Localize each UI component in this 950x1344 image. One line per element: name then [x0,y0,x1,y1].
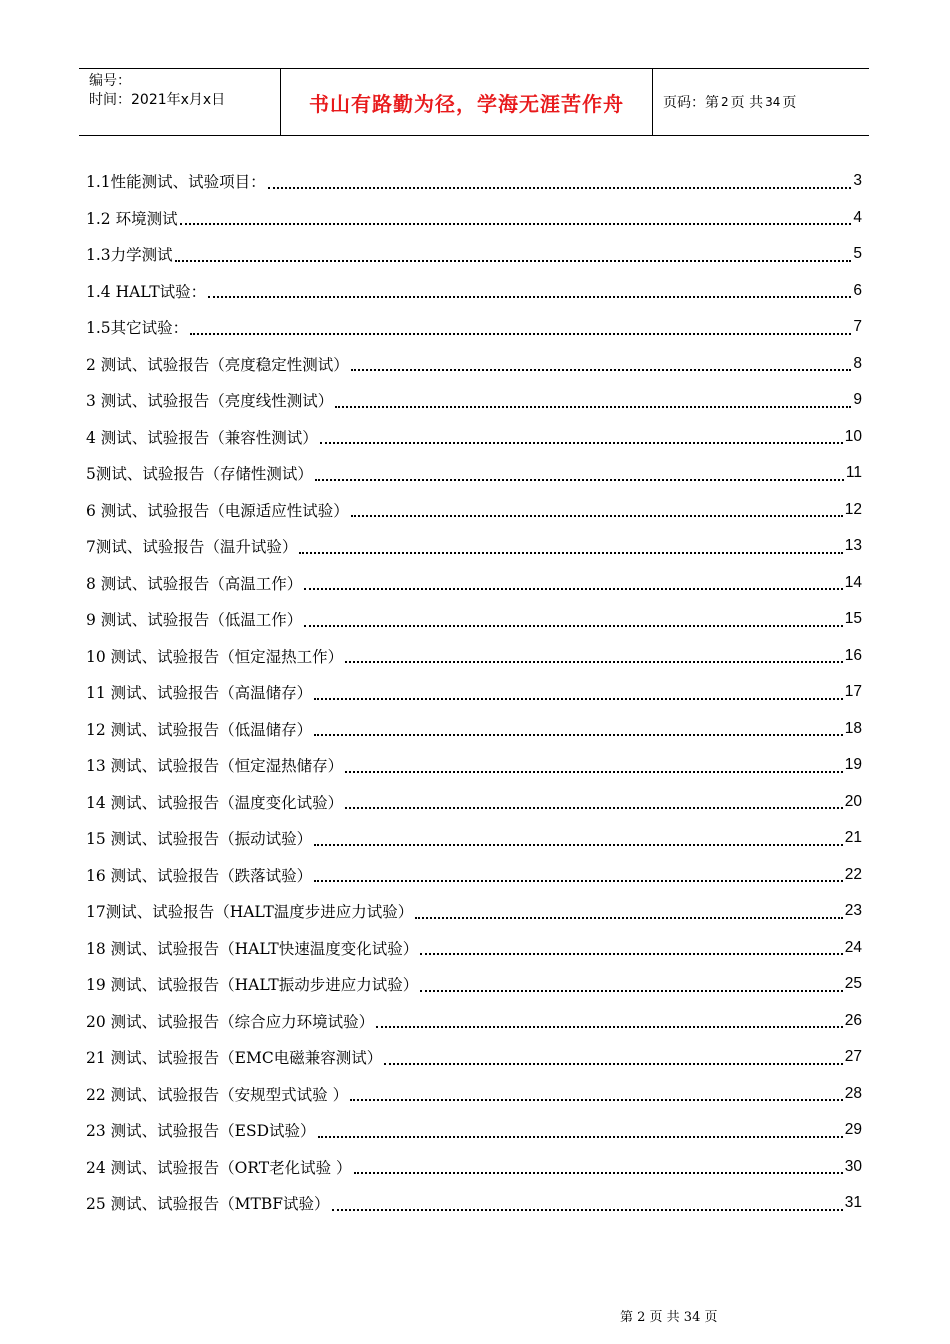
toc-entry-page: 7 [853,318,862,336]
toc-entry-label: 21 测试、试验报告（EMC电磁兼容测试） [86,1049,383,1068]
toc-entry-label: 14 测试、试验报告（温度变化试验） [86,793,344,812]
toc-entry-label: 3 测试、试验报告（亮度线性测试） [86,392,334,411]
toc-leader-dots [415,916,842,919]
toc-entry-page: 17 [844,683,862,701]
toc-entry-label: 9 测试、试验报告（低温工作） [86,611,303,630]
toc-entry[interactable] [86,1039,862,1076]
page-footer: 第 2 页 共 34 页 [620,1310,718,1325]
toc-entry[interactable] [86,236,862,273]
toc-entry-label: 19 测试、试验报告（HALT振动步进应力试验） [86,976,419,995]
toc-leader-dots [384,1062,843,1065]
toc-entry-label: 2 测试、试验报告（亮度稳定性测试） [86,355,349,374]
toc-entry-page: 26 [844,1011,862,1029]
toc-entry-label: 6 测试、试验报告（电源适应性试验） [86,501,349,520]
toc-entry-page: 22 [844,865,862,883]
toc-entry[interactable] [86,1003,862,1040]
page-total: 34 [765,95,781,109]
toc-leader-dots [318,1135,843,1138]
toc-entry[interactable] [86,492,862,529]
page-label-suffix: 页 [782,95,797,111]
toc-entry-page: 31 [844,1194,862,1212]
toc-leader-dots [314,733,843,736]
document-time: 时间：2021年x月x日 [89,92,226,108]
toc-leader-dots [335,405,851,408]
toc-leader-dots [304,624,842,627]
toc-entry[interactable] [86,674,862,711]
toc-entry-page: 29 [844,1121,862,1139]
toc-leader-dots [354,1171,843,1174]
toc-entry-page: 6 [853,281,862,299]
toc-entry-page: 9 [853,391,862,409]
toc-entry-page: 24 [844,938,862,956]
toc-leader-dots [315,478,844,481]
toc-entry-label: 18 测试、试验报告（HALT快速温度变化试验） [86,939,419,958]
toc-entry-page: 3 [853,172,862,190]
toc-entry-page: 28 [844,1084,862,1102]
toc-entry-label: 1.2 环境测试 [86,209,178,228]
toc-leader-dots [376,1025,843,1028]
toc-entry-page: 4 [853,208,862,226]
toc-entry[interactable] [86,309,862,346]
toc-leader-dots [208,295,851,298]
toc-entry-label: 22 测试、试验报告（安规型式试验 ） [86,1085,349,1104]
toc-leader-dots [332,1208,843,1211]
toc-entry[interactable] [86,1112,862,1149]
toc-leader-dots [314,843,843,846]
header-page-info [653,69,869,135]
table-of-contents [86,163,862,1222]
toc-leader-dots [345,660,843,663]
toc-entry[interactable] [86,419,862,456]
toc-entry-label: 1.5其它试验： [86,319,189,338]
toc-entry[interactable] [86,966,862,1003]
toc-entry-label: 7测试、试验报告（温升试验） [86,538,298,557]
page-label-prefix: 页码：第 [663,95,719,111]
toc-entry[interactable] [86,1185,862,1222]
toc-leader-dots [345,806,843,809]
toc-entry-page: 16 [844,646,862,664]
toc-leader-dots [314,697,843,700]
toc-entry-label: 1.3力学测试 [86,246,173,265]
toc-leader-dots [268,186,852,189]
toc-entry-label: 17测试、试验报告（HALT温度步进应力试验） [86,903,414,922]
toc-entry-page: 5 [853,245,862,263]
toc-entry-page: 20 [844,792,862,810]
toc-entry-label: 16 测试、试验报告（跌落试验） [86,866,313,885]
toc-leader-dots [314,879,843,882]
toc-entry-label: 1.4 HALT试验： [86,282,207,301]
page-label-mid: 页 共 [730,95,764,111]
page-header [79,68,869,136]
toc-entry-page: 8 [853,354,862,372]
toc-entry[interactable] [86,930,862,967]
toc-leader-dots [420,952,843,955]
toc-entry-label: 1.1性能测试、试验项目： [86,173,266,192]
toc-entry-page: 21 [844,829,862,847]
toc-entry[interactable] [86,601,862,638]
toc-entry[interactable] [86,1076,862,1113]
toc-entry-page: 15 [844,610,862,628]
toc-entry-page: 25 [844,975,862,993]
document-number: 编号： [89,73,131,89]
toc-entry-page: 23 [844,902,862,920]
toc-entry-page: 18 [844,719,862,737]
toc-entry-label: 4 测试、试验报告（兼容性测试） [86,428,318,447]
toc-entry-page: 27 [844,1048,862,1066]
toc-entry[interactable] [86,1149,862,1186]
toc-leader-dots [351,514,843,517]
toc-entry-page: 14 [844,573,862,591]
toc-leader-dots [180,222,852,225]
toc-leader-dots [299,551,842,554]
toc-entry[interactable] [86,565,862,602]
header-meta [79,69,281,135]
toc-leader-dots [175,259,852,262]
toc-leader-dots [190,332,851,335]
toc-entry[interactable] [86,784,862,821]
toc-entry[interactable] [86,346,862,383]
toc-entry-page: 30 [844,1157,862,1175]
toc-entry-page: 12 [844,500,862,518]
toc-entry[interactable] [86,455,862,492]
toc-entry-label: 12 测试、试验报告（低温储存） [86,720,313,739]
toc-leader-dots [420,989,843,992]
toc-entry-label: 15 测试、试验报告（振动试验） [86,830,313,849]
toc-entry[interactable] [86,638,862,675]
toc-entry[interactable] [86,382,862,419]
toc-entry[interactable] [86,528,862,565]
toc-entry-label: 23 测试、试验报告（ESD试验） [86,1122,316,1141]
toc-entry-page: 11 [845,464,862,482]
toc-entry-page: 19 [844,756,862,774]
toc-entry-page: 13 [844,537,862,555]
toc-entry[interactable] [86,747,862,784]
toc-entry[interactable] [86,857,862,894]
toc-leader-dots [345,770,843,773]
toc-entry[interactable] [86,200,862,237]
toc-entry[interactable] [86,163,862,200]
toc-leader-dots [320,441,843,444]
header-motto: 书山有路勤为径，学海无涯苦作舟 [281,69,653,135]
toc-entry-page: 10 [844,427,862,445]
toc-entry-label: 8 测试、试验报告（高温工作） [86,574,303,593]
toc-entry[interactable] [86,711,862,748]
toc-entry-label: 20 测试、试验报告（综合应力环境试验） [86,1012,375,1031]
toc-leader-dots [304,587,842,590]
toc-entry[interactable] [86,820,862,857]
toc-entry-label: 11 测试、试验报告（高温储存） [86,684,313,703]
toc-entry-label: 10 测试、试验报告（恒定湿热工作） [86,647,344,666]
toc-entry[interactable] [86,893,862,930]
toc-entry[interactable] [86,273,862,310]
toc-leader-dots [350,1098,843,1101]
toc-entry-label: 24 测试、试验报告（ORT老化试验 ） [86,1158,352,1177]
toc-entry-label: 13 测试、试验报告（恒定湿热储存） [86,757,344,776]
page-current: 2 [721,95,729,109]
toc-leader-dots [351,368,852,371]
toc-entry-label: 25 测试、试验报告（MTBF试验） [86,1195,330,1214]
toc-entry-label: 5测试、试验报告（存储性测试） [86,465,313,484]
